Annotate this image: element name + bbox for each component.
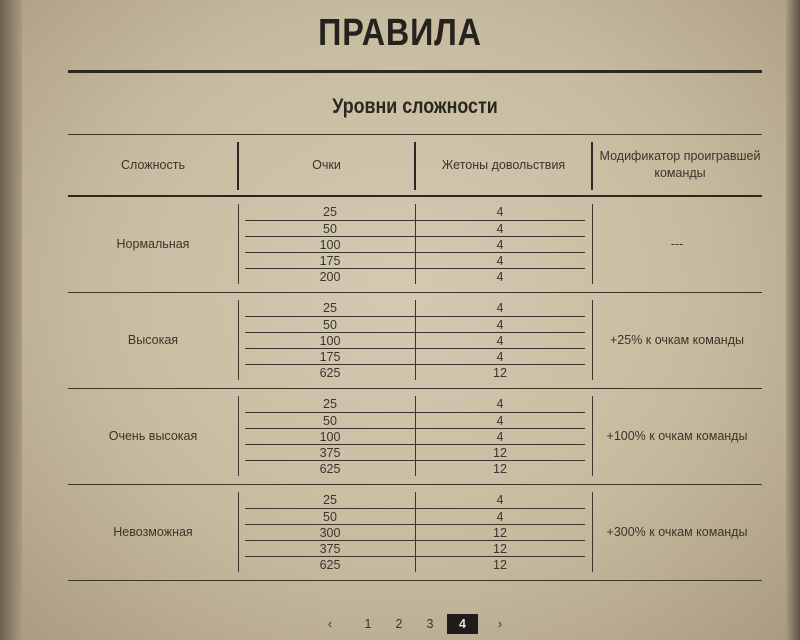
difficulty-group — [68, 484, 762, 580]
tokens-value: 12 — [493, 462, 507, 476]
points-value: 200 — [319, 270, 341, 284]
page-button-4-current[interactable]: 4 — [447, 614, 478, 634]
table-row — [245, 540, 585, 557]
points-value: 50 — [323, 318, 337, 332]
next-page-button[interactable]: › — [497, 617, 503, 631]
header-difficulty: Сложность — [121, 157, 185, 172]
tokens-value: 4 — [496, 238, 504, 252]
tokens-value: 4 — [496, 350, 504, 364]
table-row — [245, 364, 585, 381]
header-tokens: Жетоны довольствия — [441, 157, 566, 172]
points-value: 50 — [323, 414, 337, 428]
tokens-value: 4 — [496, 205, 504, 219]
table-row — [245, 492, 585, 508]
prev-page-button[interactable]: ‹ — [327, 617, 333, 631]
difficulty-group — [68, 292, 762, 388]
table-row — [245, 316, 585, 333]
page-edge-right — [786, 0, 800, 640]
points-value: 100 — [319, 238, 341, 252]
table-row — [245, 508, 585, 525]
difficulty-name: Нормальная — [116, 237, 190, 251]
table-row — [245, 412, 585, 429]
page-edge-left — [0, 0, 22, 640]
points-value: 300 — [319, 526, 341, 540]
header-divider — [237, 142, 239, 190]
table-row — [245, 348, 585, 365]
table-row — [245, 444, 585, 461]
page-button-3[interactable]: 3 — [426, 617, 434, 631]
table-row — [245, 396, 585, 412]
tokens-value: 4 — [496, 301, 504, 315]
tokens-value: 12 — [493, 526, 507, 540]
points-value: 100 — [319, 334, 341, 348]
tokens-value: 12 — [493, 542, 507, 556]
points-value: 625 — [319, 558, 341, 572]
column-divider — [592, 300, 593, 380]
header-divider — [591, 142, 593, 190]
table-row — [245, 428, 585, 445]
points-value: 50 — [323, 222, 337, 236]
table-row — [245, 220, 585, 237]
loser-modifier: +100% к очкам команды — [606, 429, 748, 443]
difficulty-name: Высокая — [127, 333, 179, 347]
title-divider — [68, 70, 762, 73]
tokens-value: 4 — [496, 270, 504, 284]
points-value: 50 — [323, 510, 337, 524]
column-divider — [592, 492, 593, 572]
tokens-value: 4 — [496, 397, 504, 411]
difficulty-name: Невозможная — [113, 525, 193, 539]
tokens-value: 4 — [496, 510, 504, 524]
points-value: 375 — [319, 542, 341, 556]
points-value: 175 — [319, 254, 341, 268]
column-divider — [238, 396, 239, 476]
points-value: 25 — [323, 301, 337, 315]
table-row — [245, 268, 585, 285]
loser-modifier: --- — [670, 237, 684, 251]
header-modifier: Модификатор проигравшей команды — [599, 149, 761, 180]
tokens-value: 12 — [493, 558, 507, 572]
page-button-2[interactable]: 2 — [395, 617, 403, 631]
group-divider — [68, 580, 762, 581]
points-value: 175 — [319, 350, 341, 364]
tokens-value: 12 — [493, 446, 507, 460]
tokens-value: 4 — [496, 254, 504, 268]
loser-modifier: +25% к очкам команды — [610, 333, 744, 347]
table-row — [245, 524, 585, 541]
tokens-value: 4 — [496, 493, 504, 507]
points-value: 25 — [323, 205, 337, 219]
tokens-value: 4 — [496, 430, 504, 444]
points-value: 25 — [323, 493, 337, 507]
table-row — [245, 556, 585, 573]
points-value: 625 — [319, 366, 341, 380]
tokens-value: 4 — [496, 222, 504, 236]
table-row — [245, 204, 585, 220]
header-divider — [414, 142, 416, 190]
points-value: 25 — [323, 397, 337, 411]
points-value: 375 — [319, 446, 341, 460]
header-points: Очки — [312, 157, 341, 172]
points-value: 100 — [319, 430, 341, 444]
page-button-1[interactable]: 1 — [364, 617, 372, 631]
table-row — [245, 236, 585, 253]
table-row — [245, 300, 585, 316]
tokens-value: 4 — [496, 414, 504, 428]
column-divider — [238, 492, 239, 572]
tokens-value: 4 — [496, 318, 504, 332]
column-divider — [238, 300, 239, 380]
points-value: 625 — [319, 462, 341, 476]
difficulty-name: Очень высокая — [108, 429, 198, 443]
column-divider — [592, 204, 593, 284]
section-title: Уровни сложности — [332, 95, 498, 118]
column-divider — [592, 396, 593, 476]
column-divider — [238, 204, 239, 284]
loser-modifier: +300% к очкам команды — [606, 525, 748, 539]
tokens-value: 12 — [493, 366, 507, 380]
table-row — [245, 332, 585, 349]
table-row — [245, 460, 585, 477]
table-row — [245, 252, 585, 269]
difficulty-group — [68, 388, 762, 484]
tokens-value: 4 — [496, 334, 504, 348]
difficulty-group — [68, 196, 762, 292]
page-title: ПРАВИЛА — [318, 12, 482, 54]
